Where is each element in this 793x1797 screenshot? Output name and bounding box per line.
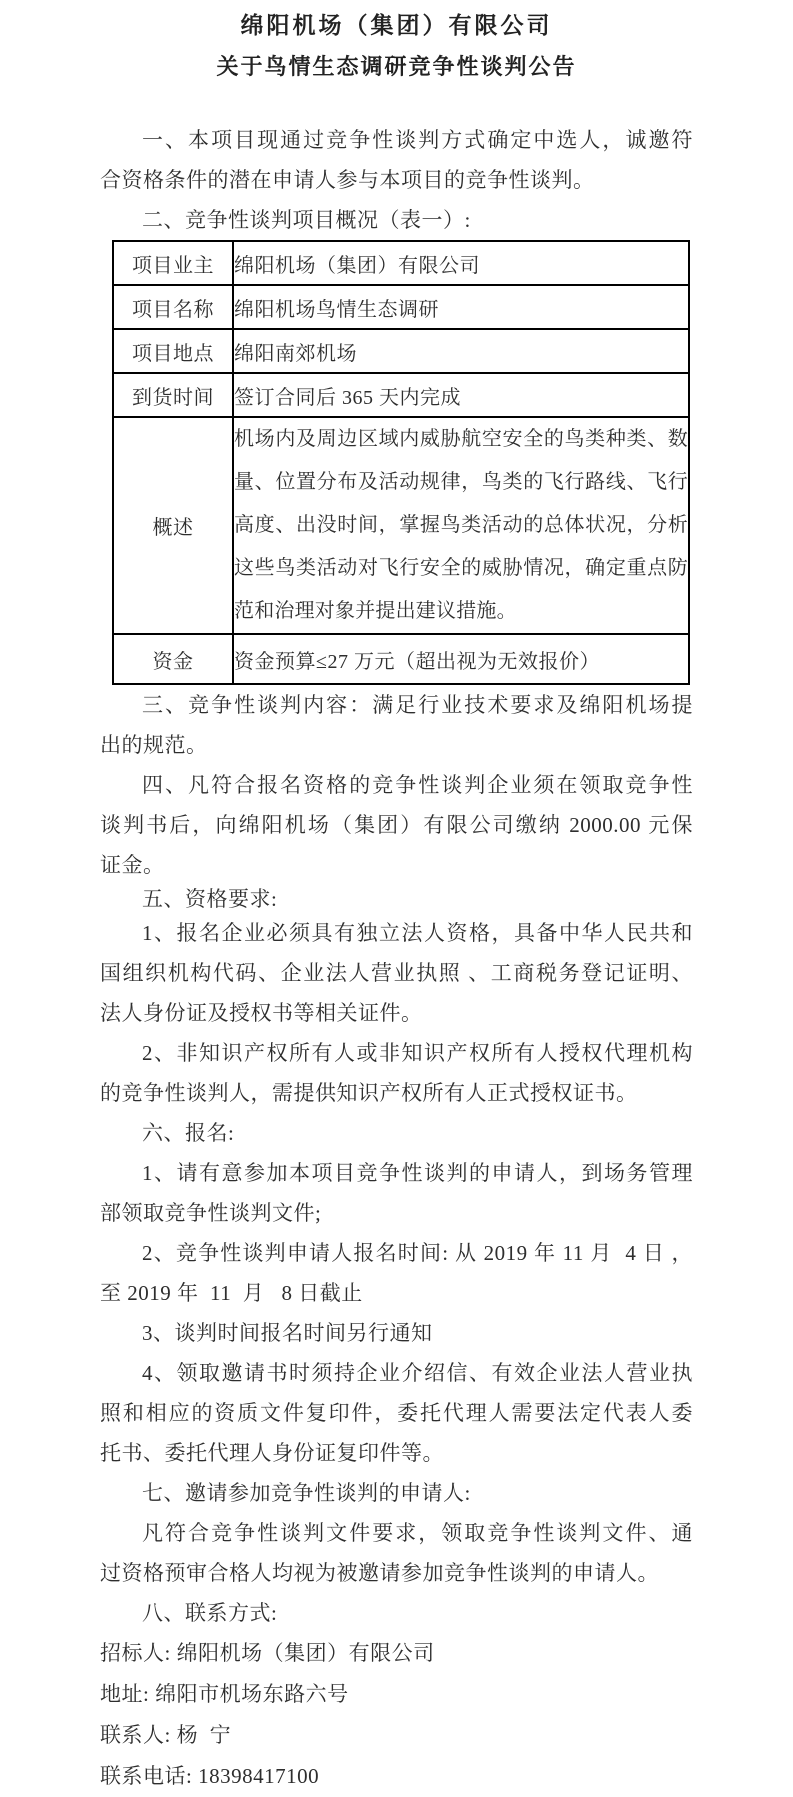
paragraph-line: 2、竞争性谈判申请人报名时间: 从 2019 年 11 月 4 日 ， bbox=[142, 1241, 693, 1265]
overview-line: 这些鸟类活动对飞行安全的威胁情况，确定重点防 bbox=[234, 557, 688, 579]
row-label: 项目地点 bbox=[113, 329, 233, 373]
table-row bbox=[113, 241, 689, 285]
paragraph-line: 出的规范。 bbox=[100, 733, 208, 757]
contact-line: 联系电话: 18398417100 bbox=[100, 1764, 320, 1788]
paragraph-line: 谈判书后，向绵阳机场（集团）有限公司缴纳 2000.00 元保 bbox=[100, 813, 693, 837]
table-row bbox=[113, 417, 689, 634]
project-table bbox=[112, 240, 690, 685]
paragraph-line: 托书、委托代理人身份证复印件等。 bbox=[100, 1441, 444, 1465]
row-label: 项目名称 bbox=[113, 285, 233, 329]
paragraph-line: 4、领取邀请书时须持企业介绍信、有效企业法人营业执 bbox=[142, 1361, 693, 1385]
paragraph-line: 凡符合竞争性谈判文件要求，领取竞争性谈判文件、通 bbox=[142, 1521, 693, 1545]
row-label: 项目业主 bbox=[113, 241, 233, 285]
row-label: 概述 bbox=[113, 417, 233, 634]
section-heading: 八、联系方式: bbox=[142, 1601, 278, 1625]
row-value: 签订合同后 365 天内完成 bbox=[233, 373, 689, 417]
table-row bbox=[113, 373, 689, 417]
paragraph-line: 法人身份证及授权书等相关证件。 bbox=[100, 1001, 423, 1025]
contact-line: 招标人: 绵阳机场（集团）有限公司 bbox=[100, 1641, 435, 1665]
spacer bbox=[100, 90, 693, 120]
row-value: 资金预算≤27 万元（超出视为无效报价） bbox=[233, 634, 689, 684]
row-label: 到货时间 bbox=[113, 373, 233, 417]
paragraph-line: 国组织机构代码、企业法人营业执照 、工商税务登记证明、 bbox=[100, 961, 693, 985]
section-heading: 七、邀请参加竞争性谈判的申请人: bbox=[142, 1481, 471, 1505]
overview-line: 范和治理对象并提出建议措施。 bbox=[234, 600, 517, 622]
paragraph-line: 三、竞争性谈判内容：满足行业技术要求及绵阳机场提 bbox=[142, 693, 693, 717]
overview-line: 机场内及周边区域内威胁航空安全的鸟类种类、数 bbox=[234, 428, 688, 450]
paragraph-line: 至 2019 年 11 月 8 日截止 bbox=[100, 1281, 363, 1305]
doc-title: 绵阳机场（集团）有限公司 bbox=[240, 12, 553, 38]
section-heading: 五、资格要求: bbox=[142, 887, 278, 911]
overview-line: 量、位置分布及活动规律，鸟类的飞行路线、飞行 bbox=[234, 471, 688, 493]
table-row bbox=[113, 329, 689, 373]
paragraph-line: 过资格预审合格人均视为被邀请参加竞争性谈判的申请人。 bbox=[100, 1561, 659, 1585]
table-row bbox=[113, 285, 689, 329]
paragraph-line: 部领取竞争性谈判文件; bbox=[100, 1201, 322, 1225]
paragraph-line: 照和相应的资质文件复印件，委托代理人需要法定代表人委 bbox=[100, 1401, 693, 1425]
row-value: 绵阳机场（集团）有限公司 bbox=[233, 241, 689, 285]
row-value: 绵阳南郊机场 bbox=[233, 329, 689, 373]
paragraph-line: 证金。 bbox=[100, 853, 165, 877]
paragraph-line: 3、谈判时间报名时间另行通知 bbox=[142, 1321, 433, 1345]
section-heading: 六、报名: bbox=[142, 1121, 235, 1145]
row-value: 绵阳机场鸟情生态调研 bbox=[233, 285, 689, 329]
table-row bbox=[113, 634, 689, 684]
doc-subtitle: 关于鸟情生态调研竞争性谈判公告 bbox=[216, 54, 577, 79]
contact-block bbox=[100, 1633, 693, 1797]
section-heading: 二、竞争性谈判项目概况（表一）: bbox=[142, 208, 471, 232]
paragraph-line: 1、报名企业必须具有独立法人资格，具备中华人民共和 bbox=[142, 921, 693, 945]
paragraph-line: 1、请有意参加本项目竞争性谈判的申请人，到场务管理 bbox=[142, 1161, 693, 1185]
paragraph-line: 四、凡符合报名资格的竞争性谈判企业须在领取竞争性 bbox=[142, 773, 693, 797]
paragraph-line: 合资格条件的潜在申请人参与本项目的竞争性谈判。 bbox=[100, 168, 595, 192]
paragraph-line: 的竞争性谈判人，需提供知识产权所有人正式授权证书。 bbox=[100, 1081, 638, 1105]
overview-line: 高度、出没时间，掌握鸟类活动的总体状况，分析 bbox=[234, 514, 688, 536]
row-value bbox=[233, 417, 689, 634]
contact-line: 联系人: 杨 宁 bbox=[100, 1723, 232, 1747]
paragraph-line: 一、本项目现通过竞争性谈判方式确定中选人，诚邀符 bbox=[142, 128, 693, 152]
doc-body bbox=[0, 90, 793, 1797]
row-label: 资金 bbox=[113, 634, 233, 684]
paragraph-line: 2、非知识产权所有人或非知识产权所有人授权代理机构 bbox=[142, 1041, 693, 1065]
contact-line: 地址: 绵阳市机场东路六号 bbox=[100, 1682, 349, 1706]
